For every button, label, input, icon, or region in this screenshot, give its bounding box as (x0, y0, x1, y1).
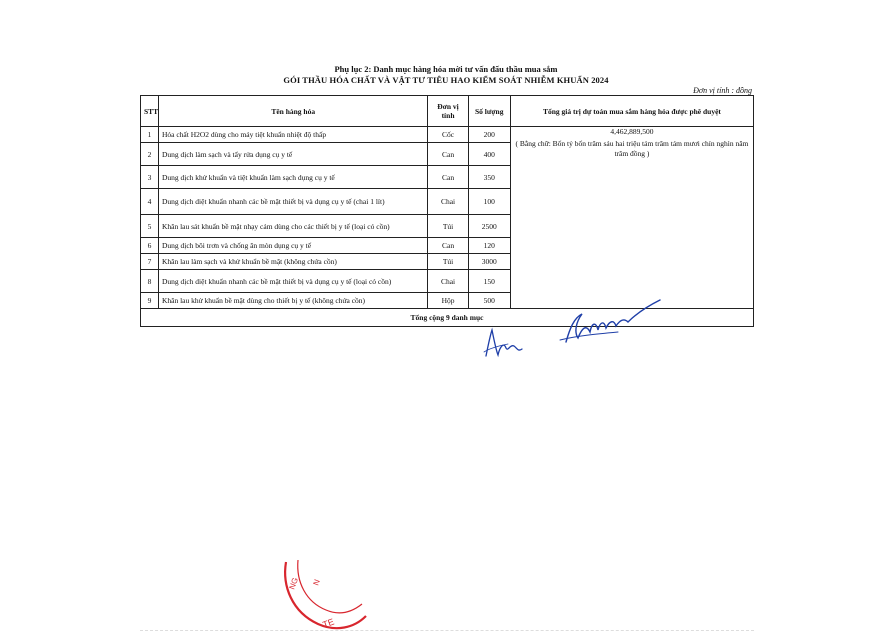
row-unit: Túi (428, 215, 468, 238)
total-amount-words: ( Bằng chữ: Bốn tỷ bốn trăm sáu hai triệu tám trăm tám mươi chín nghìn năm trăm đồng ) (515, 139, 749, 158)
row-stt: 5 (141, 215, 159, 238)
row-qty: 500 (468, 293, 510, 309)
row-qty: 120 (468, 238, 510, 254)
row-unit: Can (428, 143, 468, 166)
row-unit: Can (428, 238, 468, 254)
row-qty: 150 (468, 270, 510, 293)
goods-table (140, 95, 754, 327)
package-title: GÓI THẦU HÓA CHẤT VÀ VẬT TƯ TIÊU HAO KIỂM SOÁT NHIỄM KHUẨN 2024 (283, 75, 609, 85)
row-qty: 100 (468, 189, 510, 215)
total-value-cell (510, 127, 753, 309)
unit-note: Đơn vị tính : đồng (693, 86, 752, 95)
table-header-row (141, 96, 754, 127)
row-unit: Chai (428, 270, 468, 293)
row-stt: 7 (141, 254, 159, 270)
row-name: Khăn lau làm sạch và khử khuẩn bề mặt (không chứa cồn) (158, 254, 428, 270)
row-qty: 3000 (468, 254, 510, 270)
row-stt: 3 (141, 166, 159, 189)
row-stt: 1 (141, 127, 159, 143)
svg-text:N: N (311, 578, 322, 587)
row-qty: 200 (468, 127, 510, 143)
col-total-header: Tổng giá trị dự toán mua sắm hàng hóa được phê duyệt (510, 96, 753, 127)
row-name: Dung dịch khử khuẩn và tiệt khuẩn làm sạch dụng cụ y tế (158, 166, 428, 189)
row-qty: 2500 (468, 215, 510, 238)
svg-text:TE: TE (321, 616, 336, 630)
row-stt: 2 (141, 143, 159, 166)
row-stt: 4 (141, 189, 159, 215)
row-unit: Can (428, 166, 468, 189)
signature-main (556, 298, 666, 350)
col-name-header: Tên hàng hóa (158, 96, 428, 127)
row-name: Khăn lau sát khuẩn bề mặt nhạy cảm dùng cho các thiết bị y tế (loại có cồn) (158, 215, 428, 238)
total-amount: 4,462,889,500 (610, 127, 654, 136)
row-unit: Cốc (428, 127, 468, 143)
row-name: Dung dịch làm sạch và tẩy rửa dụng cụ y tế (158, 143, 428, 166)
col-unit-header: Đơn vị tính (428, 96, 468, 127)
signature-initials (478, 322, 528, 362)
row-stt: 8 (141, 270, 159, 293)
row-qty: 400 (468, 143, 510, 166)
row-stt: 9 (141, 293, 159, 309)
row-stt: 6 (141, 238, 159, 254)
page-edge-rule (140, 630, 754, 631)
stamp-fragment (278, 556, 368, 636)
row-unit: Chai (428, 189, 468, 215)
table-row (141, 127, 754, 143)
row-name: Dung dịch diệt khuẩn nhanh các bề mặt thiết bị và dụng cụ y tế (chai 1 lít) (158, 189, 428, 215)
row-unit: Hộp (428, 293, 468, 309)
row-unit: Túi (428, 254, 468, 270)
row-name: Hóa chất H2O2 dùng cho máy tiệt khuẩn nhiệt độ thấp (158, 127, 428, 143)
row-name: Dung dịch bôi trơn và chống ăn mòn dụng cụ y tế (158, 238, 428, 254)
col-qty-header: Số lượng (468, 96, 510, 127)
row-name: Khăn lau khử khuẩn bề mặt dùng cho thiết bị y tế (không chứa cồn) (158, 293, 428, 309)
table-footer: Tổng cộng 9 danh mục (141, 309, 754, 327)
row-qty: 350 (468, 166, 510, 189)
col-stt-header: STT (141, 96, 159, 127)
appendix-title: Phụ lục 2: Danh mục hàng hóa mời tư vấn đấu thầu mua sắm (334, 64, 558, 74)
svg-text:NG: NG (287, 576, 300, 591)
row-name: Dung dịch diệt khuẩn nhanh các bề mặt thiết bị và dụng cụ y tế (loại có cồn) (158, 270, 428, 293)
